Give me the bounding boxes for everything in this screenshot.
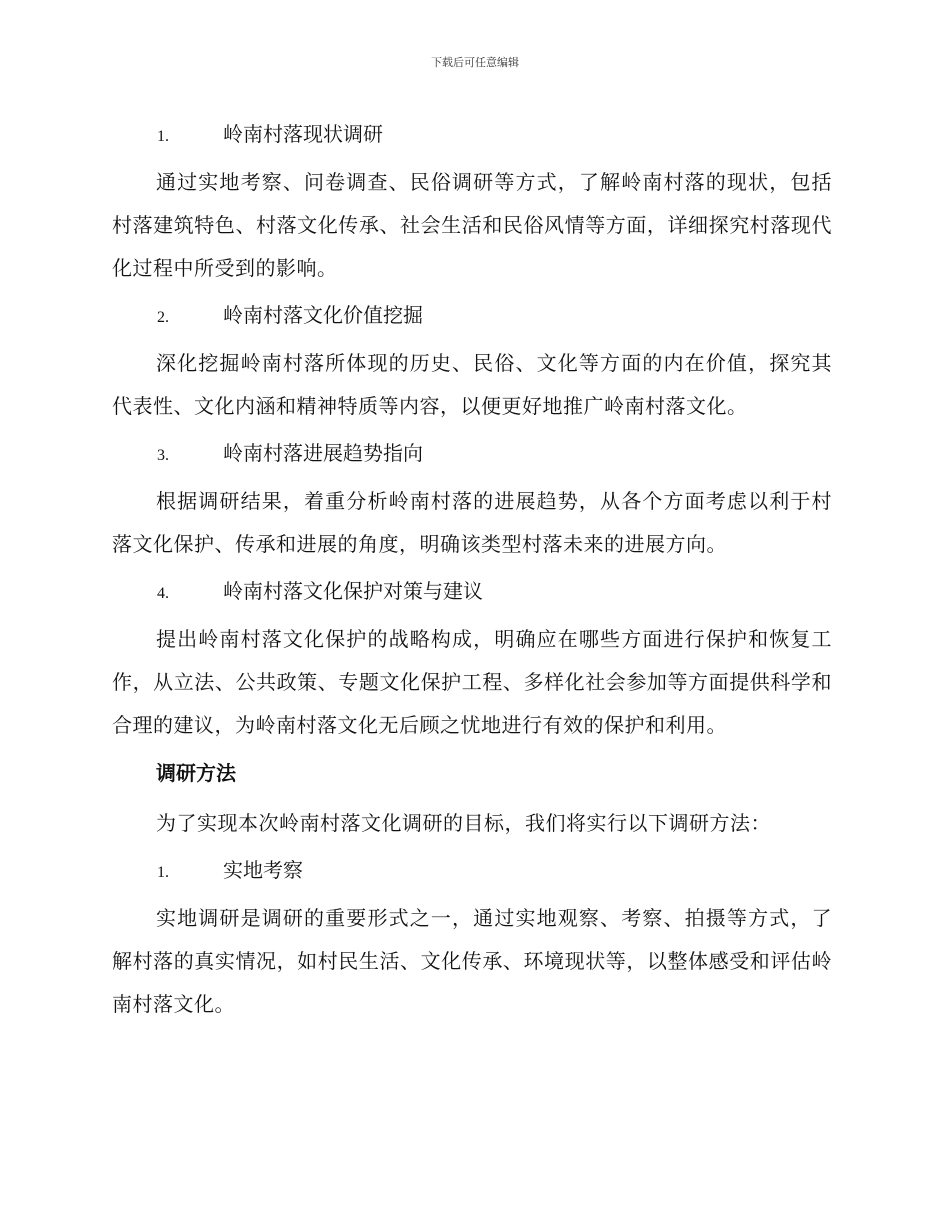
- method-item-1: [112, 850, 832, 890]
- list-number: 4.: [157, 585, 169, 602]
- document-body: [112, 109, 832, 1030]
- list-title: 岭南村落现状调研: [223, 122, 383, 146]
- list-item-2: [112, 295, 832, 335]
- list-item-3: [112, 433, 832, 473]
- paragraph: 通过实地考察、问卷调查、民俗调研等方式，了解岭南村落的现状，包括村落建筑特色、村落文化传承、社会生活和民俗风情等方面，详细探究村落现代化过程中所受到的影响。: [112, 170, 832, 280]
- paragraph: 深化挖掘岭南村落所体现的历史、民俗、文化等方面的内在价值，探究其代表性、文化内涵和精神特质等内容，以便更好地推广岭南村落文化。: [112, 351, 832, 418]
- paragraph: 为了实现本次岭南村落文化调研的目标，我们将实行以下调研方法：: [156, 811, 771, 835]
- section-heading: 调研方法: [156, 761, 236, 785]
- list-item-1: [112, 114, 832, 154]
- list-title: 岭南村落文化价值挖掘: [223, 303, 423, 327]
- list-number: 2.: [157, 309, 169, 326]
- list-number: 3.: [157, 447, 169, 464]
- list-number: 1.: [157, 864, 169, 881]
- list-title: 岭南村落文化保护对策与建议: [223, 579, 483, 603]
- list-title: 实地考察: [223, 858, 303, 882]
- list-title: 岭南村落进展趋势指向: [223, 441, 423, 465]
- paragraph: 实地调研是调研的重要形式之一，通过实地观察、考察、拍摄等方式，了解村落的真实情况，如村民生活、文化传承、环境现状等，以整体感受和评估岭南村落文化。: [112, 906, 832, 1016]
- paragraph: 根据调研结果，着重分析岭南村落的进展趋势，从各个方面考虑以利于村落文化保护、传承和进展的角度，明确该类型村落未来的进展方向。: [112, 489, 832, 556]
- page-header: 下载后可任意编辑: [431, 56, 519, 69]
- list-number: 1.: [157, 128, 169, 145]
- paragraph: 提出岭南村落文化保护的战略构成，明确应在哪些方面进行保护和恢复工作，从立法、公共政策、专题文化保护工程、多样化社会参加等方面提供科学和合理的建议，为岭南村落文化无后顾之忧地进行有效的保护和利用。: [112, 627, 832, 737]
- list-item-4: [112, 571, 832, 611]
